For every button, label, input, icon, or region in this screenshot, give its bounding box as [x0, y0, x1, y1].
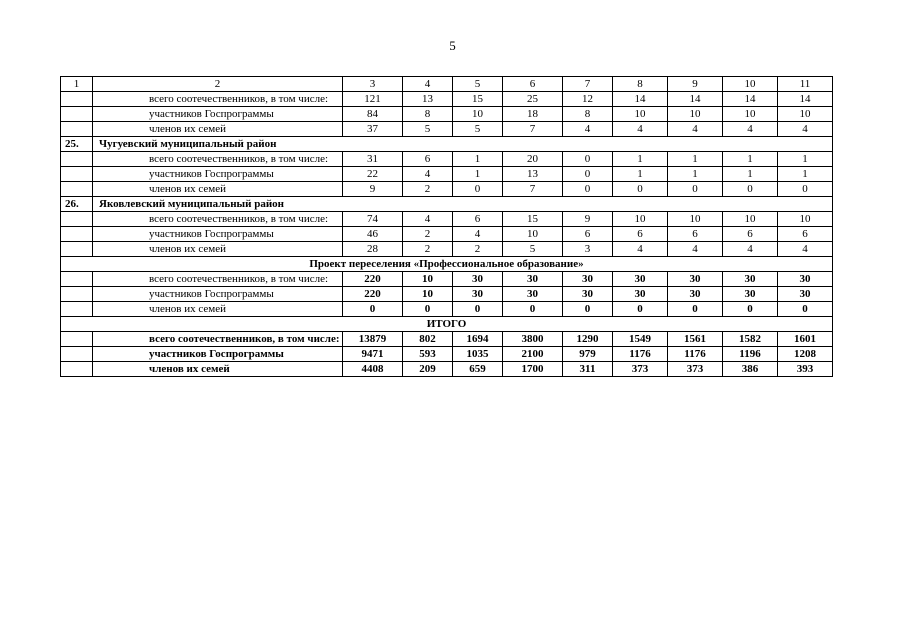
value-cell: 6	[668, 227, 723, 242]
value-cell: 0	[563, 167, 613, 182]
value-cell: 659	[453, 362, 503, 377]
value-cell: 4	[778, 242, 833, 257]
row-number-cell	[61, 182, 93, 197]
section-title: ИТОГО	[61, 317, 833, 332]
resettlement-table	[60, 76, 833, 377]
value-cell: 14	[668, 92, 723, 107]
value-cell: 84	[343, 107, 403, 122]
value-cell: 10	[668, 107, 723, 122]
row-label: участников Госпрограммы	[93, 167, 343, 182]
value-cell: 9471	[343, 347, 403, 362]
value-cell: 13	[403, 92, 453, 107]
value-cell: 311	[563, 362, 613, 377]
value-cell: 0	[723, 182, 778, 197]
value-cell: 14	[778, 92, 833, 107]
value-cell: 0	[613, 182, 668, 197]
value-cell: 1	[453, 167, 503, 182]
value-cell: 1694	[453, 332, 503, 347]
row-number-cell	[61, 332, 93, 347]
table-row	[61, 182, 833, 197]
value-cell: 373	[668, 362, 723, 377]
value-cell: 1	[723, 152, 778, 167]
table-row	[61, 122, 833, 137]
table-row	[61, 347, 833, 362]
value-cell: 0	[403, 302, 453, 317]
table-row	[61, 272, 833, 287]
value-cell: 5	[503, 242, 563, 257]
table-row	[61, 227, 833, 242]
value-cell: 4	[613, 242, 668, 257]
row-label: участников Госпрограммы	[93, 287, 343, 302]
value-cell: 10	[613, 212, 668, 227]
district-title: Чугуевский муниципальный район	[93, 137, 833, 152]
value-cell: 14	[613, 92, 668, 107]
value-cell: 1176	[668, 347, 723, 362]
column-header: 10	[723, 77, 778, 92]
value-cell: 802	[403, 332, 453, 347]
row-label: членов их семей	[93, 182, 343, 197]
column-header: 3	[343, 77, 403, 92]
value-cell: 6	[403, 152, 453, 167]
table-row	[61, 167, 833, 182]
value-cell: 3	[563, 242, 613, 257]
value-cell: 0	[563, 152, 613, 167]
value-cell: 393	[778, 362, 833, 377]
value-cell: 10	[668, 212, 723, 227]
row-number-cell	[61, 362, 93, 377]
section-title: Проект переселения «Профессиональное образование»	[61, 257, 833, 272]
value-cell: 10	[403, 287, 453, 302]
value-cell: 0	[453, 182, 503, 197]
value-cell: 4	[723, 122, 778, 137]
value-cell: 1	[778, 152, 833, 167]
value-cell: 2	[403, 227, 453, 242]
value-cell: 2	[453, 242, 503, 257]
value-cell: 30	[503, 272, 563, 287]
column-header: 9	[668, 77, 723, 92]
value-cell: 0	[563, 302, 613, 317]
column-header: 4	[403, 77, 453, 92]
value-cell: 4	[403, 212, 453, 227]
value-cell: 22	[343, 167, 403, 182]
value-cell: 1561	[668, 332, 723, 347]
row-number-cell	[61, 302, 93, 317]
value-cell: 4408	[343, 362, 403, 377]
column-header: 2	[93, 77, 343, 92]
page-number: 5	[449, 38, 456, 53]
value-cell: 4	[778, 122, 833, 137]
table-body	[61, 77, 833, 377]
row-number-cell	[61, 242, 93, 257]
value-cell: 6	[563, 227, 613, 242]
value-cell: 1208	[778, 347, 833, 362]
value-cell: 6	[778, 227, 833, 242]
column-header: 11	[778, 77, 833, 92]
value-cell: 593	[403, 347, 453, 362]
value-cell: 4	[723, 242, 778, 257]
row-number-cell	[61, 107, 93, 122]
row-label: участников Госпрограммы	[93, 107, 343, 122]
value-cell: 30	[613, 272, 668, 287]
row-label: членов их семей	[93, 302, 343, 317]
value-cell: 121	[343, 92, 403, 107]
value-cell: 8	[403, 107, 453, 122]
value-cell: 30	[778, 272, 833, 287]
value-cell: 2	[403, 182, 453, 197]
district-number: 25.	[61, 137, 93, 152]
value-cell: 9	[563, 212, 613, 227]
value-cell: 373	[613, 362, 668, 377]
section-row	[61, 257, 833, 272]
value-cell: 4	[563, 122, 613, 137]
value-cell: 15	[503, 212, 563, 227]
value-cell: 0	[668, 302, 723, 317]
column-header: 5	[453, 77, 503, 92]
value-cell: 6	[613, 227, 668, 242]
district-row	[61, 137, 833, 152]
row-number-cell	[61, 272, 93, 287]
value-cell: 0	[778, 302, 833, 317]
value-cell: 1582	[723, 332, 778, 347]
value-cell: 13	[503, 167, 563, 182]
row-label: всего соотечественников, в том числе:	[93, 212, 343, 227]
value-cell: 1	[453, 152, 503, 167]
column-header: 6	[503, 77, 563, 92]
row-number-cell	[61, 152, 93, 167]
value-cell: 10	[403, 272, 453, 287]
table-row	[61, 332, 833, 347]
value-cell: 9	[343, 182, 403, 197]
value-cell: 25	[503, 92, 563, 107]
value-cell: 30	[453, 287, 503, 302]
value-cell: 1035	[453, 347, 503, 362]
value-cell: 10	[723, 107, 778, 122]
value-cell: 30	[778, 287, 833, 302]
row-number-cell	[61, 212, 93, 227]
value-cell: 5	[453, 122, 503, 137]
district-number: 26.	[61, 197, 93, 212]
table-row	[61, 92, 833, 107]
row-number-cell	[61, 287, 93, 302]
value-cell: 30	[723, 287, 778, 302]
value-cell: 4	[668, 242, 723, 257]
value-cell: 0	[563, 182, 613, 197]
value-cell: 31	[343, 152, 403, 167]
value-cell: 1290	[563, 332, 613, 347]
value-cell: 1	[778, 167, 833, 182]
value-cell: 1549	[613, 332, 668, 347]
value-cell: 6	[723, 227, 778, 242]
value-cell: 0	[668, 182, 723, 197]
value-cell: 2100	[503, 347, 563, 362]
value-cell: 4	[453, 227, 503, 242]
row-label: всего соотечественников, в том числе:	[93, 272, 343, 287]
row-label: всего соотечественников, в том числе:	[93, 332, 343, 347]
value-cell: 1	[668, 152, 723, 167]
value-cell: 0	[723, 302, 778, 317]
value-cell: 220	[343, 287, 403, 302]
row-label: всего соотечественников, в том числе:	[93, 92, 343, 107]
row-label: членов их семей	[93, 362, 343, 377]
district-title: Яковлевский муниципальный район	[93, 197, 833, 212]
value-cell: 0	[778, 182, 833, 197]
district-row	[61, 197, 833, 212]
value-cell: 30	[668, 272, 723, 287]
value-cell: 18	[503, 107, 563, 122]
value-cell: 15	[453, 92, 503, 107]
row-label: участников Госпрограммы	[93, 347, 343, 362]
value-cell: 0	[613, 302, 668, 317]
value-cell: 14	[723, 92, 778, 107]
value-cell: 30	[723, 272, 778, 287]
row-label: участников Госпрограммы	[93, 227, 343, 242]
value-cell: 10	[778, 107, 833, 122]
value-cell: 74	[343, 212, 403, 227]
value-cell: 0	[503, 302, 563, 317]
value-cell: 30	[503, 287, 563, 302]
value-cell: 7	[503, 122, 563, 137]
table-row	[61, 302, 833, 317]
value-cell: 6	[453, 212, 503, 227]
value-cell: 1196	[723, 347, 778, 362]
value-cell: 3800	[503, 332, 563, 347]
column-header: 1	[61, 77, 93, 92]
value-cell: 30	[453, 272, 503, 287]
value-cell: 1	[613, 152, 668, 167]
value-cell: 20	[503, 152, 563, 167]
value-cell: 1700	[503, 362, 563, 377]
value-cell: 10	[613, 107, 668, 122]
table-row	[61, 242, 833, 257]
row-number-cell	[61, 92, 93, 107]
table-row	[61, 212, 833, 227]
value-cell: 1601	[778, 332, 833, 347]
section-row	[61, 317, 833, 332]
value-cell: 979	[563, 347, 613, 362]
value-cell: 5	[403, 122, 453, 137]
row-number-cell	[61, 227, 93, 242]
value-cell: 4	[668, 122, 723, 137]
value-cell: 30	[563, 272, 613, 287]
table-row	[61, 362, 833, 377]
value-cell: 209	[403, 362, 453, 377]
value-cell: 220	[343, 272, 403, 287]
row-label: членов их семей	[93, 242, 343, 257]
value-cell: 1176	[613, 347, 668, 362]
column-header: 8	[613, 77, 668, 92]
table-row	[61, 107, 833, 122]
value-cell: 13879	[343, 332, 403, 347]
value-cell: 7	[503, 182, 563, 197]
row-number-cell	[61, 347, 93, 362]
value-cell: 10	[453, 107, 503, 122]
row-label: всего соотечественников, в том числе:	[93, 152, 343, 167]
value-cell: 30	[613, 287, 668, 302]
value-cell: 30	[563, 287, 613, 302]
value-cell: 8	[563, 107, 613, 122]
value-cell: 4	[613, 122, 668, 137]
value-cell: 1	[613, 167, 668, 182]
table-row	[61, 152, 833, 167]
header-row	[61, 77, 833, 92]
value-cell: 0	[343, 302, 403, 317]
value-cell: 10	[723, 212, 778, 227]
value-cell: 2	[403, 242, 453, 257]
row-number-cell	[61, 167, 93, 182]
value-cell: 46	[343, 227, 403, 242]
column-header: 7	[563, 77, 613, 92]
value-cell: 30	[668, 287, 723, 302]
row-number-cell	[61, 122, 93, 137]
value-cell: 12	[563, 92, 613, 107]
value-cell: 1	[723, 167, 778, 182]
table-row	[61, 287, 833, 302]
value-cell: 10	[503, 227, 563, 242]
value-cell: 4	[403, 167, 453, 182]
value-cell: 10	[778, 212, 833, 227]
value-cell: 37	[343, 122, 403, 137]
value-cell: 1	[668, 167, 723, 182]
value-cell: 28	[343, 242, 403, 257]
value-cell: 386	[723, 362, 778, 377]
row-label: членов их семей	[93, 122, 343, 137]
value-cell: 0	[453, 302, 503, 317]
